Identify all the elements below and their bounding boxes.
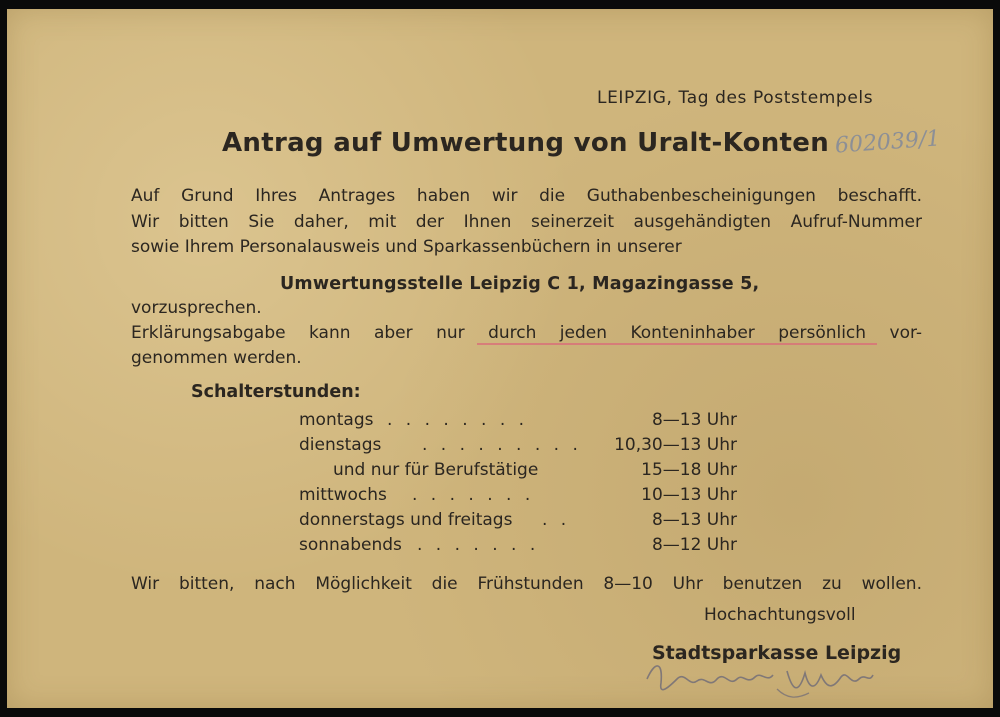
hours-time: 15—18 Uhr [641,460,737,480]
hours-day: montags [299,410,374,430]
hours-day: mittwochs [299,485,387,505]
sender-name: Stadtsparkasse Leipzig [652,642,902,664]
hours-time: 10—13 Uhr [641,485,737,505]
hours-time: 8—13 Uhr [651,510,737,530]
hours-leader-dots: . . . . . . . . . [422,435,582,455]
hours-time: 8—13 Uhr [651,410,737,430]
hours-leader-dots: . . [542,510,571,530]
hours-leader-dots: . . . . . . . [412,485,535,505]
closing-request: Wir bitten, nach Möglichkeit die Frühstunden 8—10 Uhr benutzen zu wollen. [131,574,922,594]
office-address: Umwertungsstelle Leipzig C 1, Magazingasse 5, [280,274,760,294]
red-underline-mark [477,343,877,345]
hours-day: sonnabends [299,535,402,555]
handwritten-signature [637,649,877,709]
declaration-line-1: Erklärungsabgabe kann aber nur durch jeden Konteninhaber persönlich vor- [131,323,922,343]
hours-day: dienstags [299,435,382,455]
hours-time: 8—12 Uhr [651,535,737,555]
dateline: LEIPZIG, Tag des Poststempels [597,88,874,108]
intro-line-2: Wir bitten Sie daher, mit der Ihnen seinerzeit ausgehändigten Aufruf-Nummer [131,212,922,232]
hours-time: 10,30—13 Uhr [614,435,737,455]
hours-day: donnerstags und freitags [299,510,513,530]
hours-leader-dots: . . . . . . . [417,535,540,555]
document-title: Antrag auf Umwertung von Uralt-Konten [222,128,830,158]
call-in-text: vorzusprechen. [131,298,262,318]
intro-line-1: Auf Grund Ihres Antrages haben wir die Guthabenbescheinigungen beschafft. [131,186,922,206]
intro-line-3: sowie Ihrem Personalausweis und Sparkassenbüchern in unserer [131,237,682,257]
hours-day: und nur für Berufstätige [333,460,539,480]
hours-heading: Schalterstunden: [191,382,361,402]
postcard [7,9,993,708]
declaration-line-2: genommen werden. [131,348,302,368]
pencil-annotation: 602039/1 [834,126,942,159]
hours-leader-dots: . . . . . . . . [387,410,529,430]
regards: Hochachtungsvoll [704,605,856,625]
